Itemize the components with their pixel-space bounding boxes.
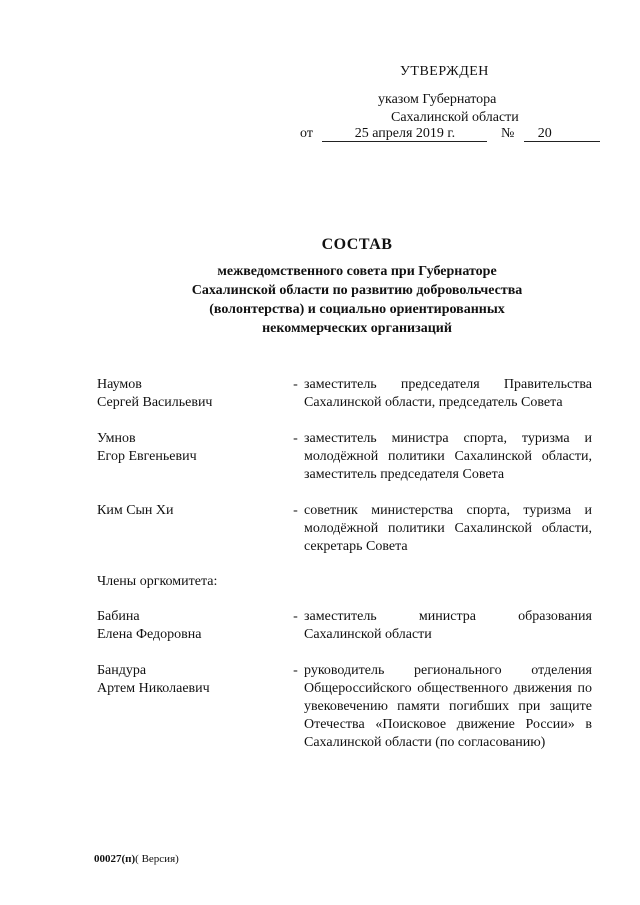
approval-title: УТВЕРЖДЕН	[400, 64, 489, 79]
approval-date-row	[300, 126, 600, 142]
member-role: советник министерства спорта, туризма и молодёжной политики Сахалинской области, секретарь Совета	[304, 503, 592, 554]
member-row	[97, 430, 592, 484]
member-dash: -	[293, 377, 298, 392]
member-dash: -	[293, 431, 298, 446]
member-surname: Бандура	[97, 663, 147, 678]
subtitle-line: межведомственного совета при Губернаторе	[217, 264, 497, 279]
member-row	[97, 662, 592, 752]
approval-decree: указом Губернатора	[378, 92, 497, 107]
member-name	[97, 376, 287, 412]
member-name	[97, 662, 287, 752]
approval-region: Сахалинской области	[391, 110, 519, 125]
approval-date: 25 апреля 2019 г.	[322, 127, 487, 142]
document-heading	[0, 236, 640, 338]
member-row	[97, 608, 592, 644]
number-prefix: №	[500, 126, 515, 141]
members-list	[97, 376, 592, 752]
subtitle-line: Сахалинской области по развитию добровольчества	[191, 283, 523, 298]
committee-section-label: Члены оргкомитета:	[97, 574, 218, 589]
member-given-names: Егор Евгеньевич	[97, 449, 197, 464]
member-surname: Бабина	[97, 609, 140, 624]
member-surname: Умнов	[97, 431, 136, 446]
footer-code: 00027(п)	[94, 853, 136, 865]
member-name	[97, 502, 287, 556]
member-dash: -	[293, 503, 298, 518]
member-row	[97, 376, 592, 412]
member-surname: Ким Сын Хи	[97, 503, 174, 518]
subtitle-line: (волонтерства) и социально ориентированных	[209, 302, 505, 317]
member-dash: -	[293, 663, 298, 678]
member-role: заместитель министра спорта, туризма и молодёжной политики Сахалинской области, заместитель председателя Совета	[304, 431, 592, 482]
approval-number: 20	[524, 127, 600, 142]
date-prefix: от	[300, 126, 313, 141]
member-given-names: Сергей Васильевич	[97, 395, 213, 410]
member-row	[97, 502, 592, 556]
member-role: заместитель председателя Правительства Сахалинской области, председатель Совета	[304, 377, 592, 410]
member-role: заместитель министра образования Сахалинской области	[304, 609, 592, 642]
member-role: руководитель регионального отделения Общероссийского общественного движения по увековечению памяти погибших при защите Отечества «Поисковое движение России» в Сахалинской области (по согласованию)	[304, 663, 592, 750]
document-subtitle	[0, 262, 640, 338]
footer-version: ( Версия)	[135, 853, 179, 865]
member-name	[97, 608, 287, 644]
document-title: СОСТАВ	[321, 236, 393, 253]
member-surname: Наумов	[97, 377, 142, 392]
member-given-names: Елена Федоровна	[97, 627, 202, 642]
subtitle-line: некоммерческих организаций	[262, 321, 452, 336]
document-footer	[94, 853, 179, 865]
member-dash: -	[293, 609, 298, 624]
member-name	[97, 430, 287, 484]
member-given-names: Артем Николаевич	[97, 681, 210, 696]
